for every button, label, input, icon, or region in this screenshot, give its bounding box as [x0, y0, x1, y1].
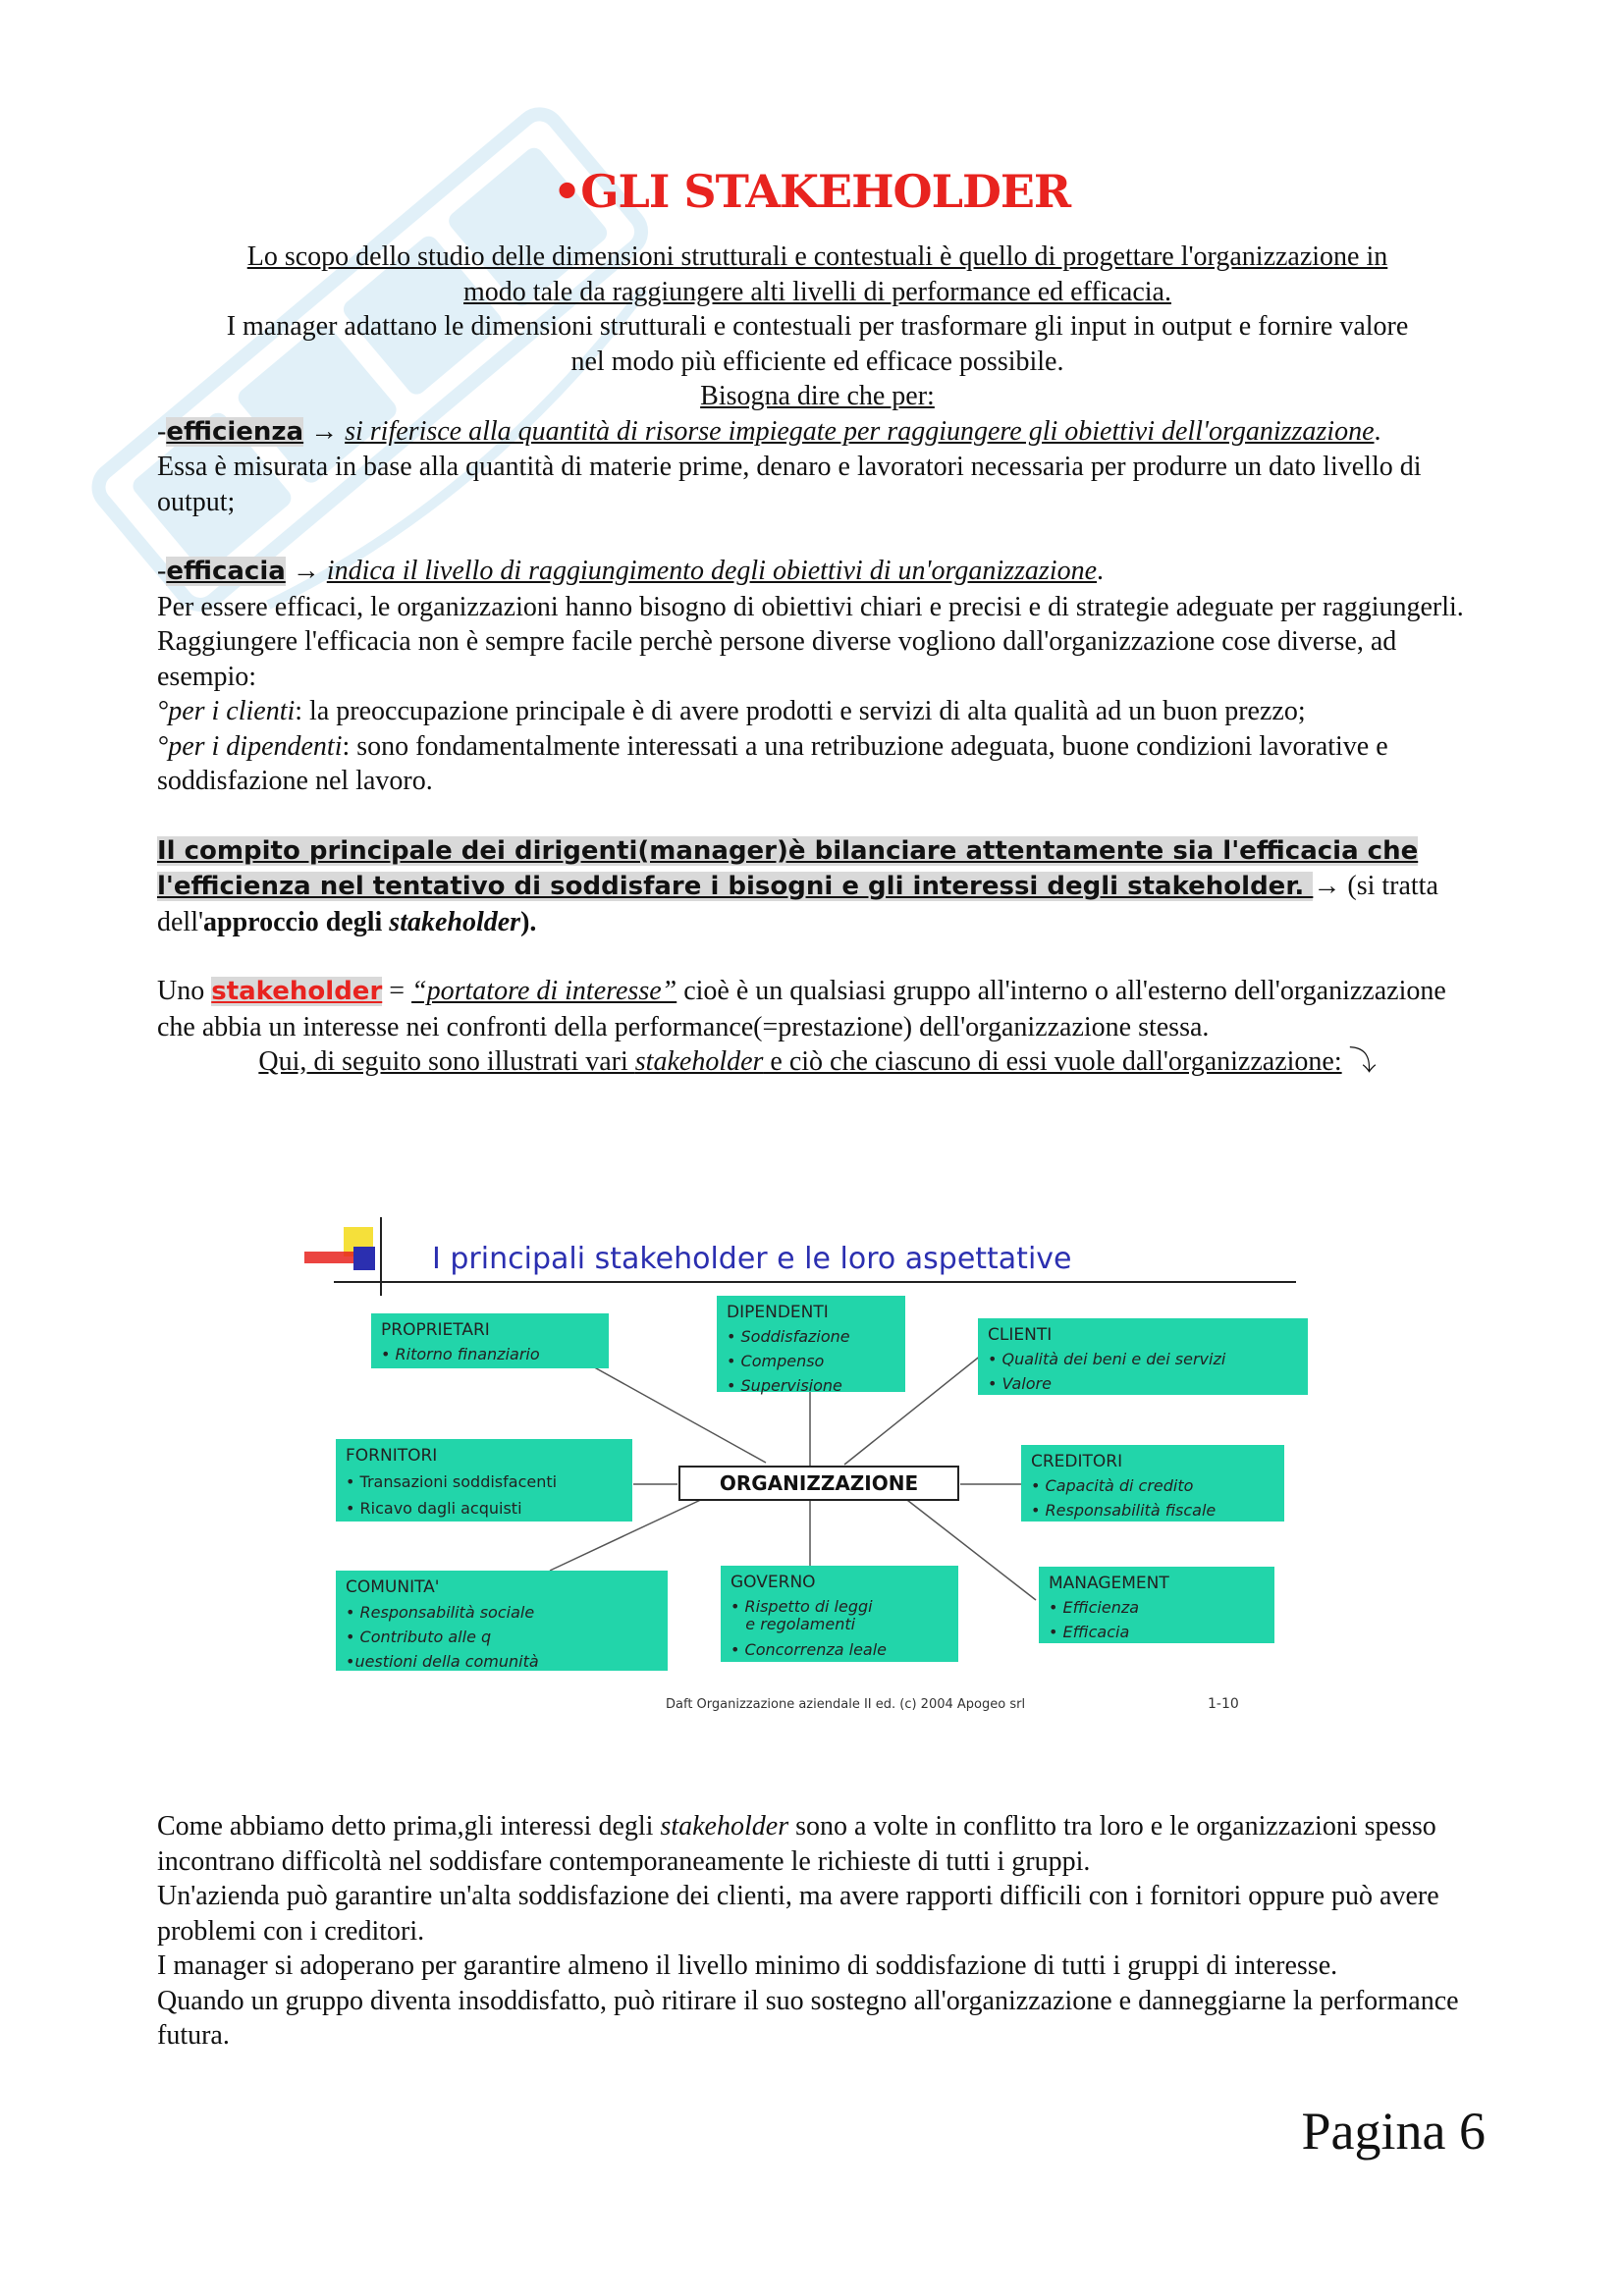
- conclusion-italic: stakeholder: [660, 1811, 789, 1842]
- spacer: [157, 939, 1478, 974]
- intro-line-5: Bisogna dire che per:: [700, 381, 935, 411]
- efficienza-definition: [157, 414, 1478, 451]
- equals: =: [382, 976, 412, 1006]
- intro-line-3: I manager adattano le dimensioni strutturali e contestuali per trasformare gli input in output e fornire valore: [226, 311, 1409, 342]
- dipendenti-item: [157, 729, 1478, 799]
- slide-number: 1-10: [1208, 1696, 1239, 1712]
- arrow: →: [285, 556, 327, 586]
- box-item: e regolamenti: [730, 1615, 856, 1633]
- spacer: [157, 799, 1478, 833]
- box-clienti: [978, 1318, 1308, 1395]
- definition-text: cioè è un qualsiasi gruppo all'interno o all'esterno dell'organizzazione che abbia un interesse nei confronti della performance(=prestazione) dell'organizzazione stessa.: [157, 976, 1446, 1042]
- intro-line-1: Lo scopo dello studio delle dimensioni strutturali e contestuali è quello di progettare l'organizzazione in: [246, 241, 1388, 272]
- box-heading: FORNITORI: [346, 1446, 438, 1466]
- compito-paragraph: [157, 833, 1478, 940]
- efficienza-paragraph: Essa è misurata in base alla quantità di materie prime, denaro e lavoratori necessaria per produrre un dato livello di output;: [157, 452, 1422, 517]
- conclusion-pre: Come abbiamo detto prima,gli interessi degli: [157, 1811, 661, 1842]
- box-item: •uestioni della comunità: [346, 1652, 539, 1671]
- clienti-text: : la preoccupazione principale è di avere prodotti e servizi di alta qualità ad un buon prezzo;: [295, 696, 1306, 726]
- efficacia-definition-text: indica il livello di raggiungimento degli obiettivi di un'organizzazione: [326, 556, 1098, 586]
- box-fornitori: [336, 1439, 632, 1522]
- box-item: • Valore: [988, 1374, 1052, 1393]
- box-item: • Ricavo dagli acquisti: [346, 1499, 522, 1518]
- definition-pre: Uno: [157, 976, 212, 1006]
- diagram-caption: Daft Organizzazione aziendale II ed. (c) 2004 Apogeo srl: [666, 1697, 1026, 1712]
- compito-after: → (si tratta dell': [157, 871, 1438, 937]
- box-heading: GOVERNO: [730, 1573, 816, 1592]
- box-creditori: [1021, 1445, 1284, 1522]
- turn-arrow-icon: ⤵: [1341, 1046, 1377, 1077]
- spacer: [157, 519, 1478, 554]
- compito-bold-italic: stakeholder: [389, 906, 521, 937]
- diagram-intro-post: e ciò che ciascuno di essi vuole dall'organizzazione:: [763, 1046, 1342, 1077]
- conclusion-paragraph-3: I manager si adoperano per garantire almeno il livello minimo di soddisfazione di tutti i gruppi di interesse.: [157, 1950, 1338, 1981]
- efficacia-paragraph-2: Raggiungere l'efficacia non è sempre facile perchè persone diverse vogliono dall'organizzazione cose diverse, ad esempio:: [157, 626, 1397, 692]
- dipendenti-label: °per i dipendenti: [157, 730, 343, 762]
- dipendenti-text: : sono fondamentalmente interessati a una retribuzione adeguata, buone condizioni lavorative e soddisfazione nel lavoro.: [157, 730, 1388, 796]
- box-heading: DIPENDENTI: [727, 1303, 829, 1322]
- organizzazione-label: ORGANIZZAZIONE: [719, 1471, 919, 1495]
- diagram-intro-italic: stakeholder: [634, 1046, 764, 1077]
- dash: -: [157, 556, 167, 586]
- intro-line-4: nel modo più efficiente ed efficace possibile.: [570, 346, 1064, 377]
- diagram-intro-pre: Qui, di seguito sono illustrati vari: [258, 1046, 635, 1077]
- clienti-label: °per i clienti: [157, 696, 296, 726]
- clienti-item: [157, 694, 1478, 729]
- box-item: • Contributo alle q: [346, 1628, 492, 1646]
- diagram-title: I principali stakeholder e le loro aspettative: [432, 1242, 1072, 1276]
- box-heading: COMUNITA': [346, 1577, 440, 1597]
- efficacia-paragraph-1: Per essere efficaci, le organizzazioni hanno bisogno di obiettivi chiari e precisi e di strategie adeguate per raggiungerli.: [157, 591, 1464, 622]
- arrow: →: [303, 415, 346, 447]
- period: .: [1097, 556, 1105, 586]
- box-heading: PROPRIETARI: [381, 1320, 490, 1340]
- box-item: • Concorrenza leale: [730, 1640, 888, 1659]
- document-body: [157, 240, 1478, 1080]
- box-management: [1039, 1567, 1274, 1643]
- period: .: [1374, 415, 1381, 447]
- box-comunita: [336, 1571, 668, 1671]
- box-item: • Compenso: [727, 1352, 825, 1370]
- efficacia-definition: [157, 554, 1478, 590]
- box-item: • Responsabilità sociale: [346, 1603, 535, 1622]
- box-item: • Soddisfazione: [727, 1327, 850, 1346]
- compito-highlight: Il compito principale dei dirigenti(manager)è bilanciare attentamente sia l'efficacia che l'efficienza nel tentativo di soddisfare i bisogni e gli interessi degli stakeholder.: [157, 835, 1419, 901]
- page-number: Pagina 6: [1301, 2102, 1486, 2161]
- box-item: • Ritorno finanziario: [381, 1345, 540, 1363]
- stakeholder-quote: “portatore di interesse”: [411, 976, 677, 1006]
- box-item: • Efficacia: [1049, 1623, 1130, 1641]
- intro-line-2: modo tale da raggiungere alti livelli di performance ed efficacia.: [463, 276, 1171, 307]
- box-item: • Efficienza: [1049, 1598, 1140, 1617]
- term-efficienza: efficienza: [166, 416, 304, 447]
- box-item: • Capacità di credito: [1031, 1476, 1194, 1495]
- compito-end: ).: [520, 906, 537, 937]
- box-heading: MANAGEMENT: [1049, 1574, 1169, 1593]
- stakeholder-definition: [157, 974, 1478, 1044]
- conclusion-paragraph-4: Quando un gruppo diventa insoddisfatto, può ritirare il suo sostegno all'organizzazione e danneggiarne la performance futura.: [157, 1985, 1459, 2051]
- box-item: • Qualità dei beni e dei servizi: [988, 1350, 1226, 1368]
- conclusion-paragraph-2: Un'azienda può garantire un'alta soddisfazione dei clienti, ma avere rapporti difficili con i fornitori oppure può avere problemi con i creditori.: [157, 1881, 1439, 1947]
- diagram-intro: [157, 1044, 1478, 1080]
- box-item: • Transazioni soddisfacenti: [346, 1472, 558, 1491]
- conclusion-post: sono a volte in conflitto tra loro e le organizzazioni spesso incontrano difficoltà nel soddisfare contemporaneamente le richieste di tutti i gruppi.: [157, 1811, 1436, 1877]
- compito-bold: approccio degli: [203, 906, 390, 937]
- term-stakeholder: stakeholder: [211, 977, 383, 1006]
- page-title: •GLI STAKEHOLDER: [552, 165, 1071, 218]
- box-item: • Responsabilità fiscale: [1031, 1501, 1217, 1520]
- box-item: • Supervisione: [727, 1376, 842, 1395]
- conclusion-paragraph-1: [157, 1809, 1478, 1879]
- efficienza-definition-text: si riferisce alla quantità di risorse impiegate per raggiungere gli obiettivi dell'organizzazione: [345, 415, 1375, 447]
- box-item: • Rispetto di leggi: [730, 1597, 873, 1616]
- box-governo: [721, 1566, 958, 1662]
- term-efficacia: efficacia: [166, 557, 286, 586]
- stakeholder-diagram: [295, 1207, 1316, 1718]
- dash: -: [157, 415, 167, 447]
- box-heading: CLIENTI: [988, 1325, 1053, 1345]
- conclusion-section: [157, 1809, 1478, 2054]
- box-proprietari: [371, 1313, 609, 1368]
- box-heading: CREDITORI: [1031, 1452, 1123, 1471]
- box-dipendenti: [717, 1296, 905, 1395]
